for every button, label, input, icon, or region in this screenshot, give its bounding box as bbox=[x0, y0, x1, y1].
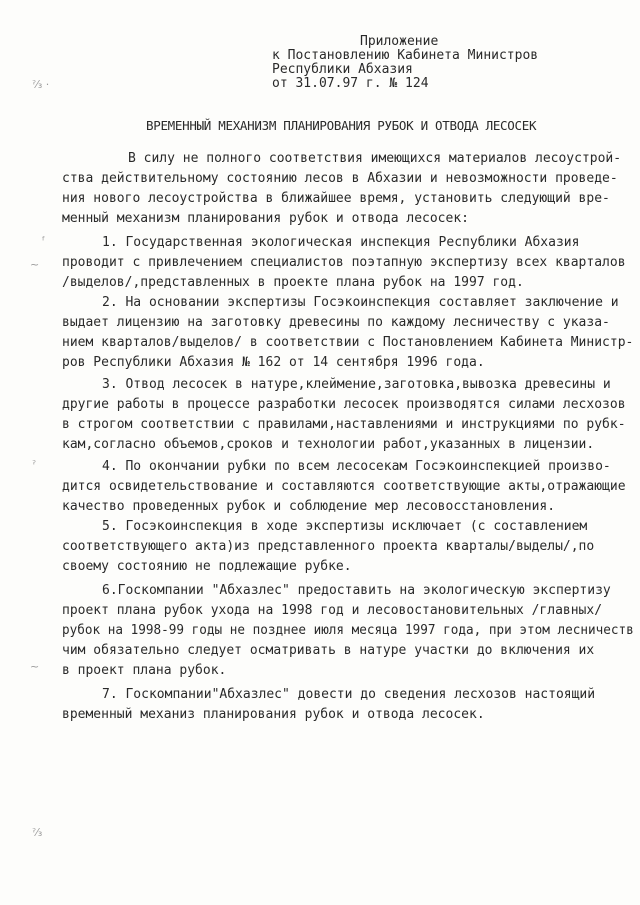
body-line: /выделов/,представленных в проекте плана рубок на 1997 год. bbox=[62, 275, 524, 290]
body-line: в проект плана рубок. bbox=[62, 663, 227, 678]
header-line: Приложение bbox=[360, 34, 439, 49]
margin-mark: ᶠ bbox=[42, 234, 46, 247]
body-line: ния нового лесоустройства в ближайшее время, установить следующий вре- bbox=[62, 191, 610, 206]
body-line: 7. Госкомпании"Абхазлес" довести до сведения лесхозов настоящий bbox=[102, 687, 596, 702]
body-line: ров Республики Абхазия № 162 от 14 сентября 1996 года. bbox=[62, 355, 485, 370]
body-line: ства действительному состоянию лесов в Абхазии и невозможности проведе- bbox=[62, 171, 618, 186]
body-line: 3. Отвод лесосек в натуре,клеймение,заготовка,вывозка древесины и bbox=[102, 377, 611, 392]
body-line: в строгом соответствии с правилами,наставлениями и инструкциями по рубк- bbox=[62, 417, 626, 432]
margin-mark: ~ bbox=[30, 660, 40, 673]
document-header bbox=[272, 35, 538, 91]
body-line: дится освидетельствование и составляются соответствующие акты,отражающие bbox=[62, 479, 626, 494]
body-line: проект плана рубок ухода на 1998 год и лесовостановительных /главных/ bbox=[62, 603, 603, 618]
margin-mark: ˀ⁄₃ · bbox=[32, 78, 50, 91]
body-line: 1. Государственная экологическая инспекция Республики Абхазия bbox=[102, 235, 580, 250]
body-line: 2. На основании экспертизы Госэкоинспекция составляет заключение и bbox=[102, 295, 619, 310]
body-line: кам,согласно объемов,сроков и технологии работ,указанных в лицензии. bbox=[62, 437, 595, 452]
body-line: соответствующего акта)из представленного проекта кварталы/выделы/,по bbox=[62, 539, 595, 554]
header-line: Республики Абхазия bbox=[272, 62, 413, 77]
header-line: к Постановлению Кабинета Министров bbox=[272, 48, 539, 63]
body-line: проводит с привлечением специалистов поэтапную экспертизу всех кварталов bbox=[62, 255, 626, 270]
header-line: от 31.07.97 г. № 124 bbox=[272, 76, 429, 91]
margin-mark: ~ bbox=[30, 258, 40, 271]
body-line: нием кварталов/выделов/ в соответствии с Постановлением Кабинета Министр- bbox=[62, 335, 634, 350]
body-line: менный механизм планирования рубок и отвода лесосек: bbox=[62, 211, 469, 226]
margin-mark: ˀ bbox=[32, 458, 37, 471]
body-line: рубок на 1998-99 годы не позднее июля месяца 1997 года, при этом лесничеств bbox=[62, 623, 634, 638]
document-title: ВРЕМЕННЫЙ МЕХАНИЗМ ПЛАНИРОВАНИЯ РУБОК И ОТВОДА ЛЕСОСЕК bbox=[146, 118, 537, 133]
body-line: 6.Госкомпании "Абхазлес" предоставить на экологическую экспертизу bbox=[102, 583, 611, 598]
margin-mark: ˀ⁄₃ bbox=[32, 826, 43, 839]
body-line: В силу не полного соответствия имеющихся материалов лесоустрой- bbox=[128, 151, 622, 166]
body-line: 4. По окончании рубки по всем лесосекам Госэкоинспекцией произво- bbox=[102, 459, 611, 474]
body-line: 5. Госэкоинспекция в ходе экспертизы исключает (с составлением bbox=[102, 519, 588, 534]
body-line: временный механиз планирования рубок и отвода лесосек. bbox=[62, 707, 485, 722]
body-line: своему состоянию не подлежащие рубке. bbox=[62, 559, 352, 574]
body-line: другие работы в процессе разработки лесосек производятся силами лесхозов bbox=[62, 397, 626, 412]
body-line: чим обязательно следует осматривать в натуре участки до включения их bbox=[62, 643, 595, 658]
body-line: качество проведенных рубок и соблюдение мер лесовосстановления. bbox=[62, 499, 556, 514]
body-line: выдает лицензию на заготовку древесины по каждому лесничеству с указа- bbox=[62, 315, 610, 330]
